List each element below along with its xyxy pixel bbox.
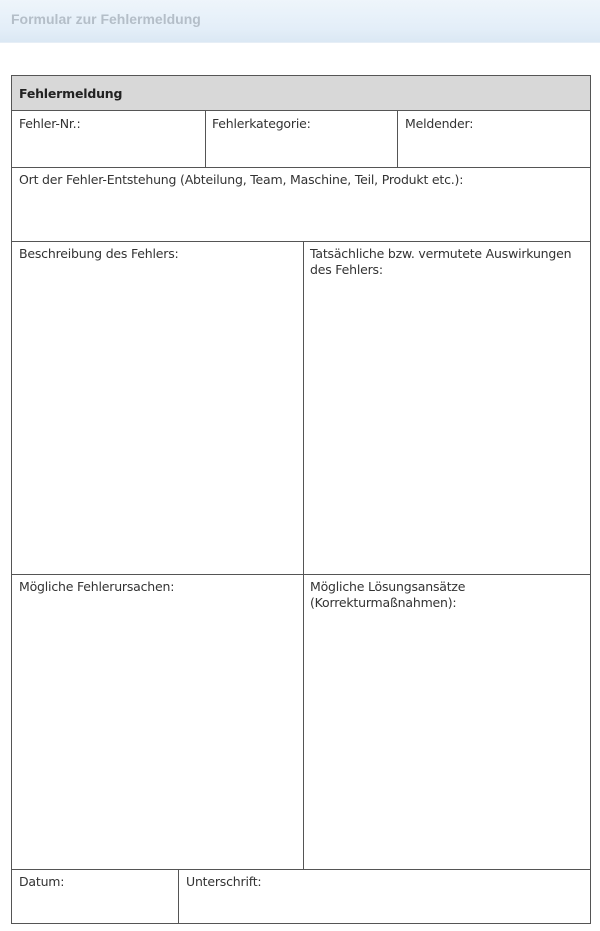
error-number-label: Fehler-Nr.:	[19, 116, 81, 131]
error-number-field[interactable]	[12, 111, 205, 167]
solutions-field[interactable]	[303, 574, 590, 869]
description-field[interactable]	[12, 241, 303, 574]
description-label: Beschreibung des Fehlers:	[19, 246, 179, 261]
form-title: Fehlermeldung	[12, 76, 590, 111]
divider	[178, 869, 179, 923]
causes-label: Mögliche Fehlerursachen:	[19, 579, 175, 594]
reporter-field[interactable]	[398, 111, 590, 167]
causes-field[interactable]	[12, 574, 303, 869]
error-report-form	[11, 75, 591, 924]
error-category-label: Fehlerkategorie:	[212, 116, 311, 131]
reporter-label: Meldender:	[405, 116, 474, 131]
date-field[interactable]	[12, 869, 179, 923]
signature-field[interactable]	[179, 869, 590, 923]
divider	[397, 111, 398, 167]
effects-label: Tatsächliche bzw. vermutete Auswirkungen des Fehlers:	[310, 246, 572, 277]
divider	[205, 111, 206, 167]
page-title: Formular zur Fehlermeldung	[11, 11, 201, 27]
page-header	[0, 0, 600, 43]
solutions-label: Mögliche Lösungsansätze (Korrekturmaßnahmen):	[310, 579, 466, 610]
location-field[interactable]	[12, 167, 590, 241]
effects-field[interactable]	[303, 241, 590, 574]
signature-label: Unterschrift:	[186, 874, 262, 889]
location-label: Ort der Fehler-Entstehung (Abteilung, Team, Maschine, Teil, Produkt etc.):	[19, 172, 464, 187]
date-label: Datum:	[19, 874, 65, 889]
error-category-field[interactable]	[205, 111, 398, 167]
